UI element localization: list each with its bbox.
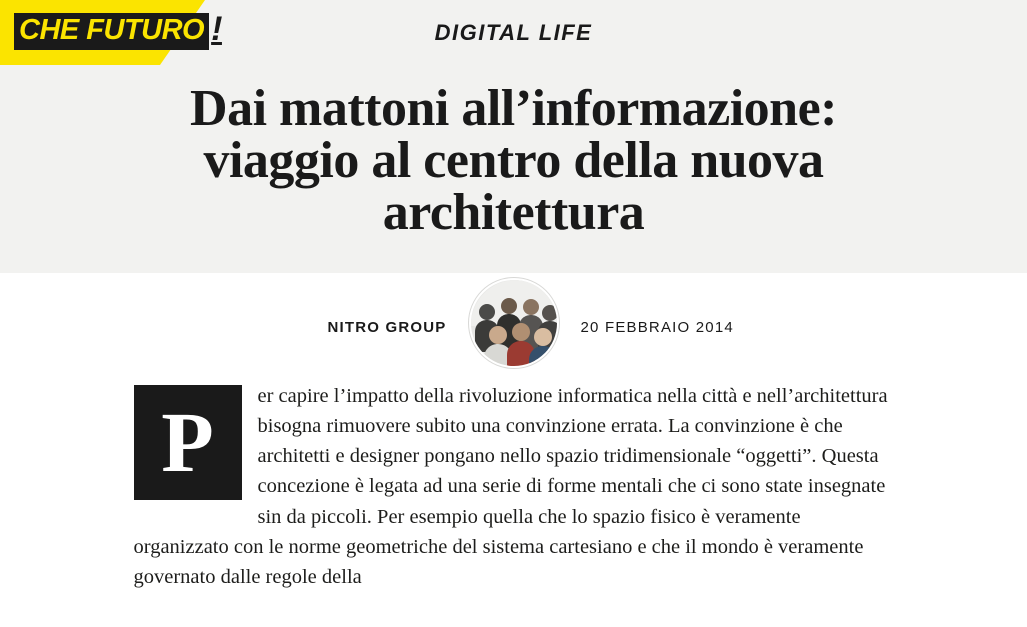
- article-body-area: [0, 381, 1027, 592]
- section-title: DIGITAL LIFE: [434, 19, 593, 45]
- page-title: Dai mattoni all’informazione: viaggio al centro della nuova architettura: [190, 80, 837, 241]
- publish-date: 20 FEBBRAIO 2014: [580, 318, 734, 336]
- site-header: [0, 0, 1027, 65]
- author-name[interactable]: NITRO GROUP: [327, 318, 447, 336]
- avatar: [469, 278, 559, 368]
- byline: [0, 273, 1027, 381]
- site-logo-text: CHE FUTURO: [14, 13, 209, 50]
- site-logo[interactable]: [14, 10, 222, 50]
- article-paragraph: er capire l’impatto della rivoluzione informatica nella città e nell’architettura bisogna rimuovere subito una convinzione errata. La convinzione è che architetti e designer pongano nello spazio tridimensionale “oggetti”. Questa concezione è legata ad una serie di forme mentali che ci sono state insegnate sin da piccoli. Per esempio quella che lo spazio fisico è veramente organizzato con le norme geometriche del sistema cartesiano e che il mondo è veramente governato dalle regole della: [133, 385, 888, 588]
- article-title-area: [0, 65, 1027, 273]
- article-body-column: [134, 381, 894, 592]
- drop-cap: P: [134, 385, 242, 500]
- site-logo-exclamation-icon: !: [211, 10, 222, 48]
- avatar-group-photo-icon: [471, 280, 559, 368]
- byline-inner: [269, 286, 759, 368]
